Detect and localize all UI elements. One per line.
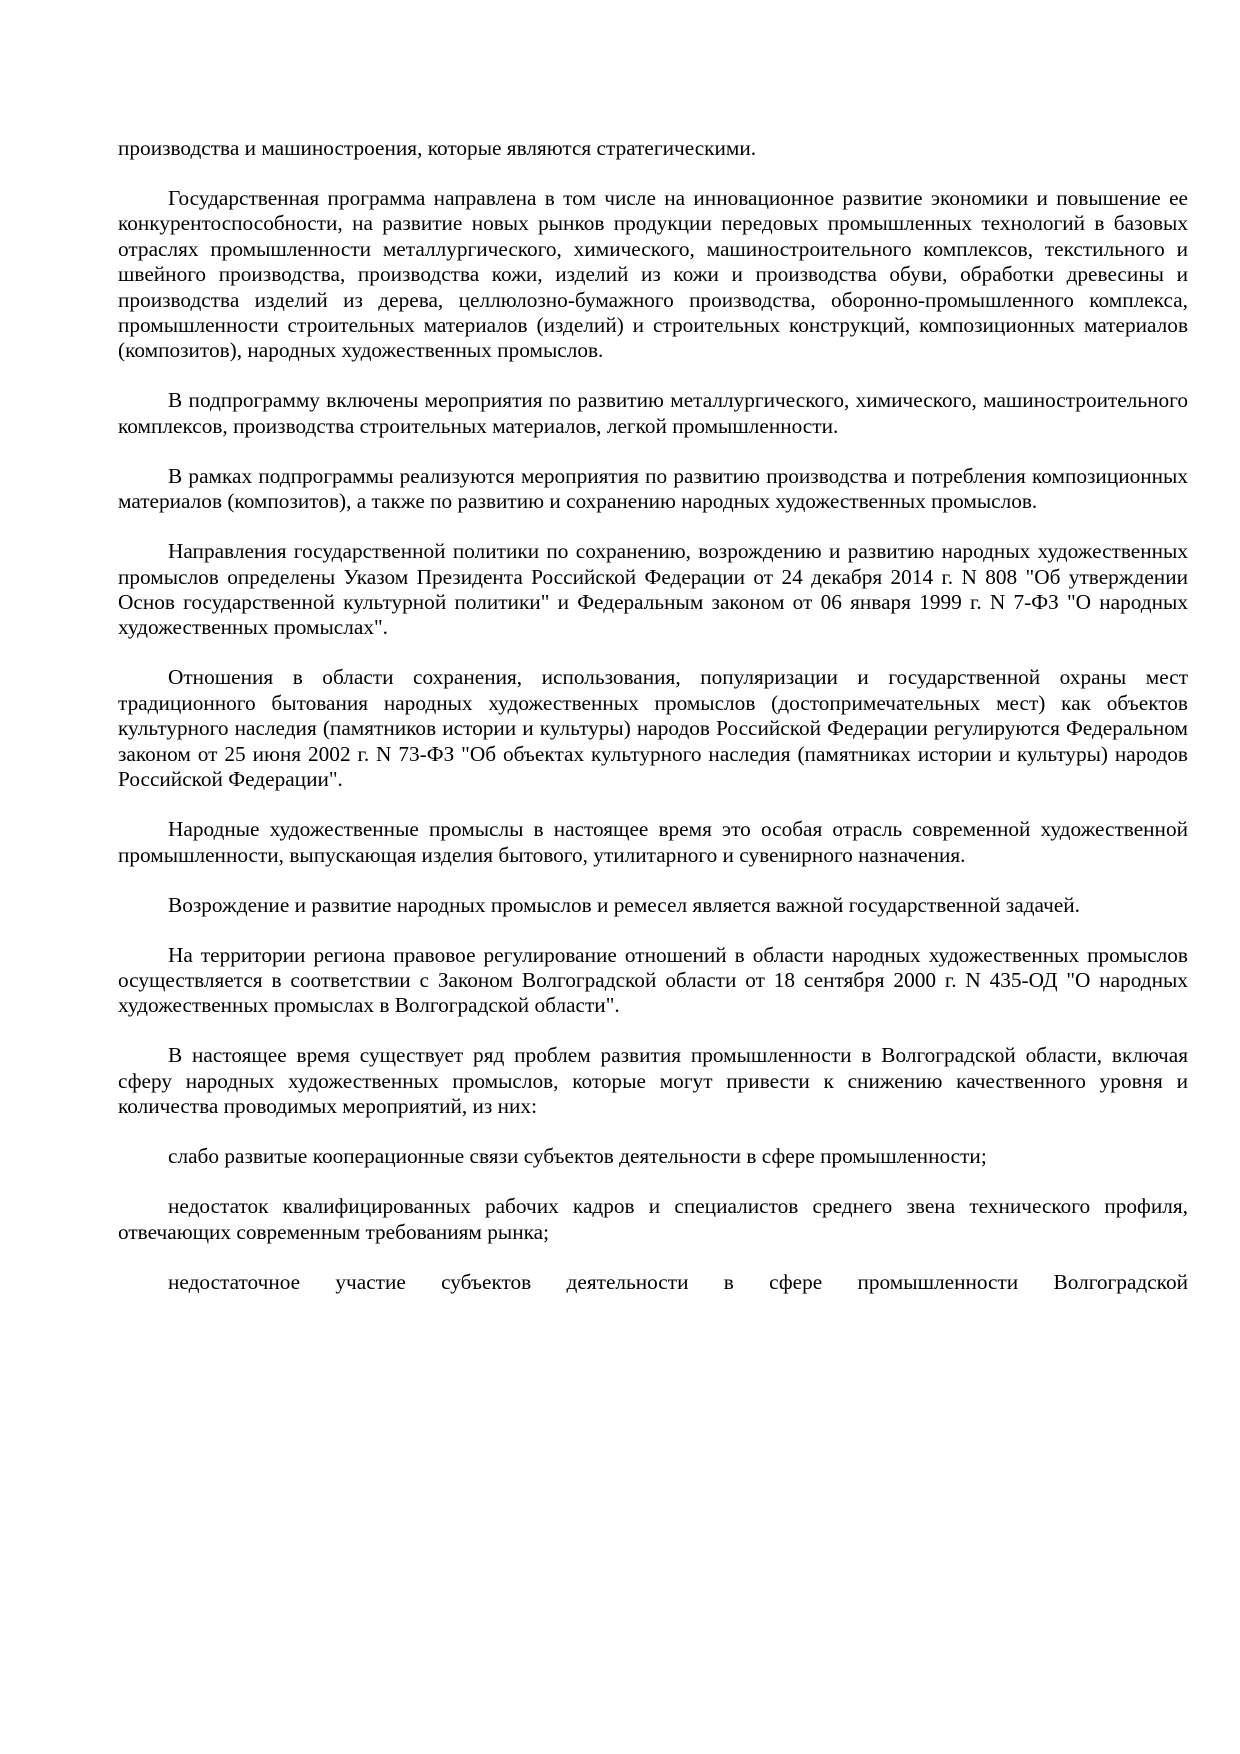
paragraph-regional-law: На территории региона правовое регулирование отношений в области народных художественных промыслов осуществляется в соответствии с Законом Волгоградской области от 18 сентября 2000 г. N 435-ОД "О народных художественных промыслах в Волгоградской области". (118, 942, 1188, 1018)
paragraph-problems: В настоящее время существует ряд проблем развития промышленности в Волгоградской области, включая сферу народных художественных промыслов, которые могут привести к снижению качественного уровня и количества проводимых мероприятий, из них: (118, 1043, 1188, 1119)
list-item-cooperation: слабо развитые кооперационные связи субъектов деятельности в сфере промышленности; (168, 1144, 987, 1169)
paragraph-continuation: производства и машиностроения, которые являются стратегическими. (118, 136, 757, 160)
list-item-staff-shortage: недостаток квалифицированных рабочих кадров и специалистов среднего звена технического профиля, отвечающих современным требованиям рынка; (118, 1194, 1188, 1244)
paragraph-revival: Возрождение и развитие народных промыслов и ремесел является важной государственной задачей. (168, 892, 1080, 917)
paragraph-subprogram-measures: В подпрограмму включены мероприятия по развитию металлургического, химического, машиностроительного комплексов, производства строительных материалов, легкой промышленности. (118, 388, 1188, 438)
paragraph-policy-directions: Направления государственной политики по сохранению, возрождению и развитию народных художественных промыслов определены Указом Президента Российской Федерации от 24 декабря 2014 г. N 808 "Об утверждении Основ государственной культурной политики" и Федеральным законом от 06 января 1999 г. N 7-ФЗ "О народных художественных промыслах". (118, 539, 1188, 640)
list-item-participation: недостаточное участие субъектов деятельности в сфере промышленности Волгоградской (168, 1269, 1188, 1294)
document-page (118, 136, 1188, 1320)
paragraph-folk-crafts: Народные художественные промыслы в настоящее время это особая отрасль современной художественной промышленности, выпускающая изделия бытового, утилитарного и сувенирного назначения. (118, 817, 1188, 867)
paragraph-cultural-heritage: Отношения в области сохранения, использования, популяризации и государственной охраны мест традиционного бытования народных художественных промыслов (достопримечательных мест) как объектов культурного наследия (памятников истории и культуры) народов Российской Федерации регулируются Федеральном законом от 25 июня 2002 г. N 73-ФЗ "Об объектах культурного наследия (памятниках истории и культуры) народов Российской Федерации". (118, 665, 1188, 792)
paragraph-state-program: Государственная программа направлена в том числе на инновационное развитие экономики и повышение ее конкурентоспособности, на развитие новых рынков продукции передовых промышленных технологий в базовых отраслях промышленности металлургического, химического, машиностроительного комплексов, текстильного и швейного производства, производства кожи, изделий из кожи и производства обуви, обработки древесины и производства изделий из дерева, целлюлозно-бумажного производства, оборонно-промышленного комплекса, промышленности строительных материалов (изделий) и строительных конструкций, композиционных материалов (композитов), народных художественных промыслов. (118, 186, 1188, 363)
paragraph-composites: В рамках подпрограммы реализуются мероприятия по развитию производства и потребления композиционных материалов (композитов), а также по развитию и сохранению народных художественных промыслов. (118, 463, 1188, 514)
